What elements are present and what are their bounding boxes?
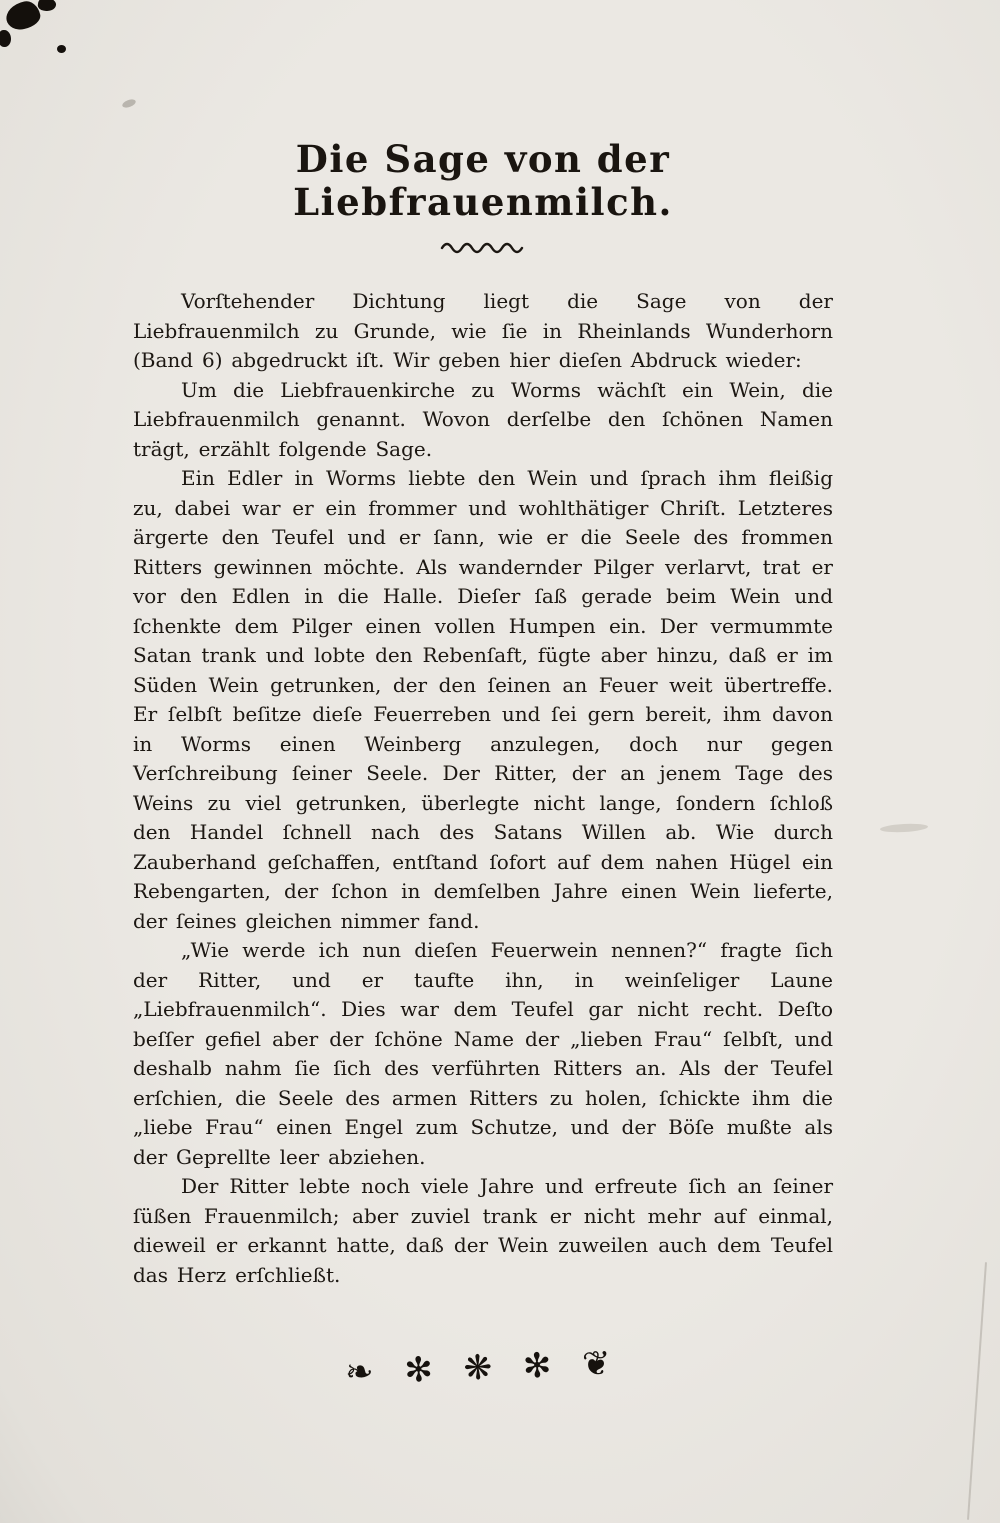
paragraph: Der Ritter lebte noch viele Jahre und erfreute ſich an ſeiner ſüßen Frauenmilch; aber zuviel trank er nicht mehr auf einmal, dieweil er erkannt hatte, daß der Wein zuweilen auch dem Teufel das Herz erſchließt. <box>133 1174 833 1287</box>
paragraph: Um die Liebfrauenkirche zu Worms wächſt ein Wein, die Liebfrauenmilch genannt. Wovon derſelbe den ſchönen Namen trägt, erzählt folgende Sage. <box>133 377 833 461</box>
scan-smudge <box>121 98 137 109</box>
floral-ornament-icon: ❧ ✻ ❋ ✻ ❦ <box>344 1343 622 1393</box>
ink-blot <box>0 30 11 47</box>
ink-blot <box>4 0 43 32</box>
floral-ornament <box>133 1343 833 1393</box>
paragraph: Vorſtehender Dichtung liegt die Sage von der Liebfrauenmilch zu Grunde, wie ſie in Rheinlands Wunderhorn (Band 6) abgedruckt iſt. Wir geben hier dieſen Abdruck wieder: <box>133 289 833 373</box>
ink-blot <box>37 0 57 12</box>
story-body <box>133 287 833 1290</box>
ink-blot <box>57 45 66 53</box>
page-title: Die Sage von der Liebfrauenmilch. <box>293 137 673 224</box>
text-block <box>133 137 833 1393</box>
scan-smudge <box>880 823 928 834</box>
paragraph: „Wie werde ich nun dieſen Feuerwein nennen?“ fragte ſich der Ritter, und er taufte ihn, in weinſeliger Laune „Liebfrauenmilch“. Dies war dem Teufel gar nicht recht. Deſto beſſer gefiel aber der ſchöne Name der „lieben Frau“ ſelbſt, und deshalb nahm ſie ſich des verführten Ritters an. Als der Teufel erſchien, die Seele des armen Ritters zu holen, ſchickte ihm die „liebe Frau“ einen Engel zum Schutze, und der Böſe mußte als der Geprellte leer abziehen. <box>133 938 833 1169</box>
wavy-rule-icon <box>439 241 527 254</box>
paragraph: Ein Edler in Worms liebte den Wein und ſprach ihm fleißig zu, dabei war er ein frommer und wohlthätiger Chriſt. Letzteres ärgerte den Teufel und er ſann, wie er die Seele des frommen Ritters gewinnen möchte. Als wandernder Pilger verlarvt, trat er vor den Edlen in die Halle. Dieſer ſaß gerade beim Wein und ſchenkte dem Pilger einen vollen Humpen ein. Der vermummte Satan trank und lobte den Rebenſaft, fügte aber hinzu, daß er im Süden Wein getrunken, der den ſeinen an Feuer weit übertreffe. Er ſelbſt beſitze dieſe Feuerreben und ſei gern bereit, ihm davon in Worms einen Weinberg anzulegen, doch nur gegen Verſchreibung ſeiner Seele. Der Ritter, der an jenem Tage des Weins zu viel getrunken, überlegte nicht lange, ſondern ſchloß den Handel ſchnell nach des Satans Willen ab. Wie durch Zauberhand geſchaffen, entſtand ſofort auf dem nahen Hügel ein Rebengarten, der ſchon in demſelben Jahre einen Wein lieferte, der ſeines gleichen nimmer fand. <box>133 466 833 933</box>
scan-edge-line <box>967 1262 987 1520</box>
wavy-rule-divider <box>133 239 833 253</box>
